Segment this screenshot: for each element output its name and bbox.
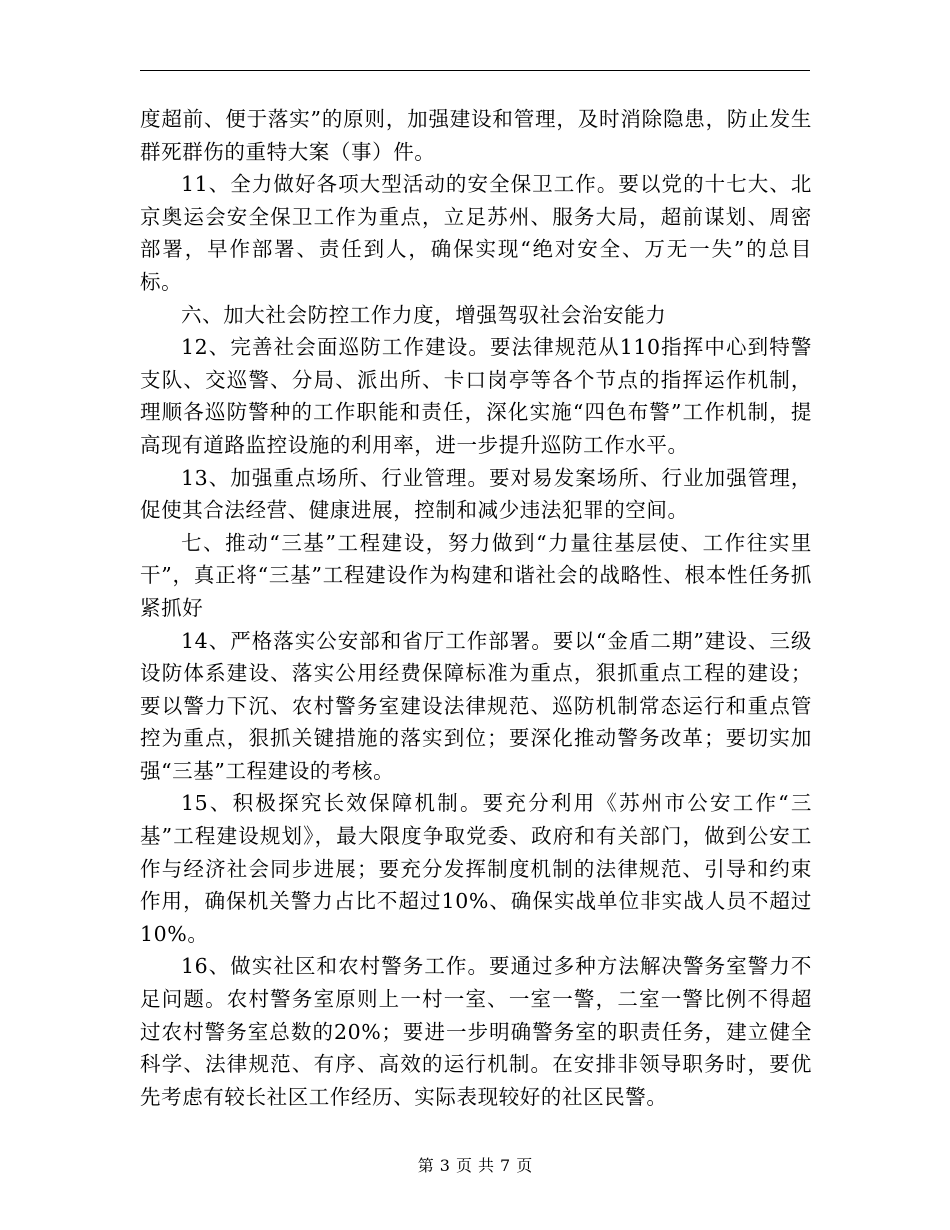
paragraph-item-15: 15、积极探究长效保障机制。要充分利用《苏州市公安工作“三基”工程建设规划》，最大限度争取党委、政府和有关部门，做到公安工作与经济社会同步进展；要充分发挥制度机制的法律规范、引导和约束作用，确保机关警力占比不超过10%、确保实战单位非实战人员不超过10%。	[140, 791, 812, 946]
paragraph-item-12: 12、完善社会面巡防工作建设。要法律规范从110指挥中心到特警支队、交巡警、分局、派出所、卡口岗亭等各个节点的指挥运作机制，理顺各巡防警种的工作职能和责任，深化实施“四色布警”工作机制，提高现有道路监控设施的利用率，进一步提升巡防工作水平。	[140, 335, 812, 457]
footer-prefix: 第	[417, 1156, 434, 1175]
footer-suffix: 页	[516, 1156, 533, 1175]
footer-page-word: 页	[455, 1156, 472, 1175]
paragraph-item-11: 11、全力做好各项大型活动的安全保卫工作。要以党的十七大、北京奥运会安全保卫工作为重点，立足苏州、服务大局，超前谋划、周密部署，早作部署、责任到人，确保实现“绝对安全、万无一失”的总目标。	[140, 172, 812, 294]
page-footer	[0, 1153, 950, 1176]
footer-total-word: 共	[478, 1156, 495, 1175]
paragraph-continuation: 度超前、便于落实”的原则，加强建设和管理，及时消除隐患，防止发生群死群伤的重特大案（事）件。	[140, 107, 812, 164]
body-text	[140, 103, 812, 1113]
section-heading-7: 七、推动“三基”工程建设，努力做到“力量往基层使、工作往实里干”，真正将“三基”工程建设作为构建和谐社会的战略性、根本性任务抓紧抓好	[140, 530, 812, 620]
paragraph-item-16: 16、做实社区和农村警务工作。要通过多种方法解决警务室警力不足问题。农村警务室原则上一村一室、一室一警，二室一警比例不得超过农村警务室总数的20%；要进一步明确警务室的职责任务，建立健全科学、法律规范、有序、高效的运行机制。在安排非领导职务时，要优先考虑有较长社区工作经历、实际表现较好的社区民警。	[140, 954, 812, 1109]
paragraph-item-14: 14、严格落实公安部和省厅工作部署。要以“金盾二期”建设、三级设防体系建设、落实公用经费保障标准为重点，狠抓重点工程的建设；要以警力下沉、农村警务室建设法律规范、巡防机制常态运行和重点管控为重点，狠抓关键措施的落实到位；要深化推动警务改革；要切实加强“三基”工程建设的考核。	[140, 628, 812, 783]
footer-current-page: 3	[439, 1156, 450, 1175]
section-heading-6: 六、加大社会防控工作力度，增强驾驭社会治安能力	[181, 302, 667, 327]
paragraph-item-13: 13、加强重点场所、行业管理。要对易发案场所、行业加强管理，促使其合法经营、健康进展，控制和减少违法犯罪的空间。	[140, 465, 812, 523]
footer-total-pages: 7	[500, 1156, 511, 1175]
header-rule	[140, 70, 810, 71]
